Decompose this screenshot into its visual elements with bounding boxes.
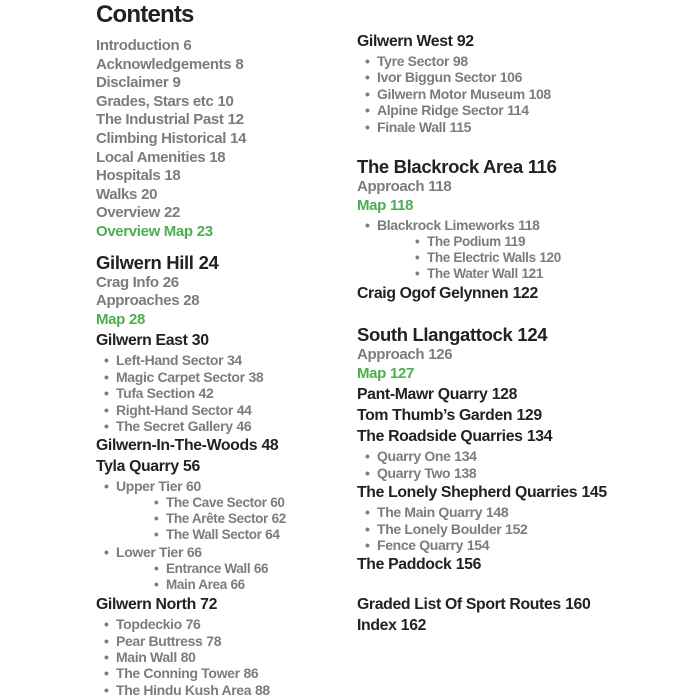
- bullet-icon: •: [154, 560, 159, 576]
- toc-item-label: The Blackrock Area: [357, 156, 523, 178]
- bullet-icon: •: [365, 118, 370, 135]
- bullet-icon: •: [104, 401, 109, 418]
- toc-item-page: 148: [486, 504, 509, 521]
- toc-item-label: Grades, Stars etc: [96, 92, 214, 110]
- toc-item-label: Gilwern Hill: [96, 251, 194, 273]
- toc-item-label: Pant-Mawr Quarry: [357, 386, 488, 404]
- toc-item-page: 116: [527, 156, 557, 178]
- toc-item-page: 23: [196, 222, 213, 240]
- toc-bullet-item: [96, 649, 286, 665]
- toc-item-label: Approaches: [96, 292, 180, 310]
- toc-item-label: The Paddock: [357, 556, 452, 574]
- toc-item-page: 119: [504, 233, 526, 249]
- toc-item-label: Graded List Of Sport Routes: [357, 596, 561, 614]
- toc-item-label: Tyre Sector: [377, 53, 450, 69]
- toc-subbullet-item: [96, 577, 286, 593]
- toc-item-label: The Electric Walls: [427, 249, 536, 265]
- toc-column-right: [357, 30, 607, 635]
- toc-item-label: Main Wall: [116, 648, 177, 665]
- toc-item-page: 24: [198, 251, 219, 273]
- toc-item-page: 56: [183, 458, 200, 476]
- bullet-icon: •: [365, 537, 370, 554]
- toc-entry: [96, 274, 286, 293]
- toc-item-label: The Roadside Quarries: [357, 428, 523, 446]
- toc-item-label: The Water Wall: [427, 266, 518, 282]
- bullet-icon: •: [104, 544, 109, 561]
- toc-item-page: 124: [517, 324, 548, 346]
- toc-item-label: Walks: [96, 185, 138, 203]
- toc-item-page: 145: [581, 484, 607, 502]
- toc-bullet-item: [357, 537, 607, 553]
- bullet-icon: •: [104, 368, 109, 385]
- toc-item-page: 127: [390, 364, 414, 382]
- toc-item-page: 118: [390, 196, 414, 214]
- toc-heading-1: [357, 156, 607, 178]
- toc-heading-2: [357, 427, 607, 446]
- toc-item-page: 120: [539, 249, 561, 265]
- toc-entry: [96, 93, 286, 112]
- toc-item-label: Ivor Biggun Sector: [377, 69, 496, 86]
- toc-item-label: Overview: [96, 204, 160, 222]
- toc-item-label: Map: [96, 310, 125, 328]
- toc-item-page: 114: [507, 102, 529, 119]
- toc-bullet-item: [357, 102, 607, 118]
- toc-item-label: Quarry One: [377, 448, 451, 465]
- toc-item-page: 122: [512, 285, 538, 303]
- toc-item-label: Gilwern-In-The-Woods: [96, 437, 258, 455]
- toc-item-page: 154: [466, 537, 490, 554]
- toc-item-label: The Industrial Past: [96, 111, 224, 129]
- toc-entry: [96, 130, 286, 149]
- toc-item-page: 138: [454, 464, 477, 481]
- toc-heading-1: [357, 324, 607, 346]
- toc-bullet-item: [96, 682, 286, 698]
- toc-item-page: 28: [129, 310, 145, 328]
- toc-entry: [96, 186, 286, 205]
- toc-subbullet-item: [96, 527, 286, 543]
- bullet-icon: •: [154, 494, 159, 510]
- toc-item-page: 44: [236, 401, 252, 418]
- bullet-icon: •: [104, 681, 109, 698]
- bullet-icon: •: [365, 102, 370, 119]
- toc-item-page: 98: [452, 53, 468, 69]
- toc-entry: [96, 56, 286, 75]
- toc-item-label: Main Area: [166, 576, 227, 592]
- toc-item-page: 64: [265, 527, 280, 543]
- toc-item-page: 66: [186, 544, 202, 561]
- toc-item-label: Magic Carpet Sector: [116, 368, 245, 385]
- bullet-icon: •: [104, 478, 109, 495]
- toc-item-page: 160: [565, 596, 591, 614]
- toc-item-label: Quarry Two: [377, 464, 451, 481]
- toc-item-page: 152: [505, 520, 528, 537]
- toc-subbullet-item: [96, 511, 286, 527]
- toc-entry: [96, 111, 286, 130]
- toc-entry: [96, 74, 286, 93]
- toc-section: [96, 252, 286, 699]
- toc-item-label: South Llangattock: [357, 324, 513, 346]
- toc-item-page: 42: [198, 385, 214, 402]
- toc-item-label: Approach: [357, 346, 425, 364]
- toc-item-page: 48: [261, 437, 279, 455]
- toc-item-page: 6: [183, 37, 192, 54]
- toc-bullet-item: [96, 369, 286, 385]
- toc-bullet-item: [96, 385, 286, 401]
- toc-item-label: The Secret Gallery: [116, 417, 233, 434]
- toc-item-page: 30: [191, 332, 209, 350]
- toc-item-page: 156: [455, 556, 482, 574]
- toc-item-page: 162: [400, 617, 427, 635]
- toc-item-label: Climbing Historical: [96, 129, 227, 147]
- toc-bullet-item: [96, 478, 286, 494]
- bullet-icon: •: [365, 53, 370, 69]
- toc-item-label: Index: [357, 617, 397, 635]
- bullet-icon: •: [365, 69, 370, 86]
- toc-item-label: Left-Hand Sector: [116, 352, 224, 369]
- toc-item-label: Contents: [96, 1, 194, 28]
- toc-item-label: Overview Map: [96, 222, 193, 240]
- toc-entry: [96, 204, 286, 223]
- bullet-icon: •: [154, 527, 159, 543]
- toc-item-page: 46: [236, 417, 252, 434]
- toc-bullet-item: [96, 544, 286, 560]
- toc-heading-2: [357, 385, 607, 404]
- toc-heading-2: [96, 331, 286, 350]
- toc-item-page: 121: [521, 266, 543, 282]
- toc-item-page: 108: [528, 85, 551, 102]
- toc-entry: [357, 346, 607, 365]
- toc-item-label: Map: [357, 196, 386, 214]
- toc-section: [357, 324, 607, 574]
- toc-item-page: 18: [209, 148, 226, 166]
- toc-item-label: Finale Wall: [377, 118, 446, 135]
- toc-item-page: 34: [226, 352, 242, 369]
- toc-item-label: Approach: [357, 178, 425, 196]
- toc-bullet-item: [357, 86, 607, 102]
- toc-item-page: 134: [454, 448, 477, 465]
- toc-item-page: 20: [141, 185, 158, 203]
- toc-item-label: The Hindu Kush Area: [116, 681, 252, 698]
- toc-heading-2: [96, 457, 286, 476]
- toc-bullet-item: [357, 69, 607, 85]
- toc-heading-2: [96, 595, 286, 614]
- bullet-icon: •: [104, 648, 109, 665]
- toc-item-label: The Lonely Boulder: [377, 520, 502, 537]
- toc-heading-2: [96, 436, 286, 455]
- toc-item-label: Right-Hand Sector: [116, 401, 233, 418]
- bullet-icon: •: [104, 616, 109, 633]
- toc-item-page: 106: [499, 69, 523, 86]
- bullet-icon: •: [415, 266, 420, 282]
- toc-map-entry: [96, 311, 286, 330]
- toc-item-page: 8: [235, 55, 244, 73]
- toc-item-page: 18: [164, 167, 181, 185]
- toc-item-label: The Arête Sector: [166, 510, 268, 526]
- toc-item-page: 88: [254, 681, 270, 698]
- bullet-icon: •: [365, 504, 370, 521]
- toc-bullet-item: [96, 402, 286, 418]
- toc-bullet-item: [357, 465, 607, 481]
- toc-item-page: 38: [248, 368, 264, 385]
- bullet-icon: •: [415, 249, 420, 265]
- toc-item-page: 60: [186, 478, 201, 495]
- toc-item-page: 128: [491, 386, 518, 404]
- toc-item-page: 80: [180, 648, 196, 665]
- bullet-icon: •: [154, 510, 159, 526]
- toc-item-label: Pear Buttress: [116, 632, 203, 649]
- toc-item-page: 129: [516, 407, 542, 425]
- toc-heading-2: [357, 616, 607, 635]
- toc-item-page: 12: [227, 111, 244, 129]
- toc-entry: [96, 167, 286, 186]
- bullet-icon: •: [415, 233, 420, 249]
- toc-item-label: The Podium: [427, 233, 501, 249]
- toc-bullet-item: [96, 352, 286, 368]
- toc-item-label: Disclaimer: [96, 74, 169, 92]
- toc-bullet-item: [96, 616, 286, 632]
- toc-map-entry: [357, 365, 607, 384]
- toc-item-label: The Lonely Shepherd Quarries: [357, 484, 578, 502]
- toc-heading-2: [357, 555, 607, 574]
- toc-item-label: Introduction: [96, 37, 180, 54]
- toc-entry: [96, 37, 286, 56]
- bullet-icon: •: [365, 520, 370, 537]
- toc-item-label: Tyla Quarry: [96, 458, 179, 476]
- toc-item-page: 72: [200, 596, 218, 614]
- toc-item-label: Gilwern East: [96, 332, 188, 350]
- toc-item-page: 28: [183, 292, 200, 310]
- bullet-icon: •: [365, 448, 370, 465]
- toc-item-label: Upper Tier: [116, 478, 183, 495]
- toc-item-label: Crag Info: [96, 273, 159, 291]
- toc-subbullet-item: [357, 266, 607, 282]
- toc-item-label: Gilwern North: [96, 596, 196, 614]
- toc-item-page: 134: [526, 428, 553, 446]
- toc-item-page: 86: [243, 665, 259, 682]
- toc-item-page: 126: [428, 346, 453, 364]
- bullet-icon: •: [104, 632, 109, 649]
- toc-item-label: Entrance Wall: [166, 560, 251, 576]
- toc-item-page: 26: [162, 273, 179, 291]
- toc-bullet-item: [357, 217, 607, 233]
- toc-item-page: 62: [271, 510, 286, 526]
- toc-item-label: Gilwern West: [357, 33, 453, 50]
- toc-item-page: 60: [270, 494, 285, 510]
- bullet-icon: •: [365, 85, 370, 102]
- toc-subbullet-item: [96, 561, 286, 577]
- toc-item-page: 14: [230, 129, 247, 147]
- toc-section: [357, 595, 607, 635]
- toc-item-label: Gilwern Motor Museum: [377, 85, 525, 102]
- toc-heading-2: [357, 32, 607, 51]
- toc-item-label: Local Amenities: [96, 148, 206, 166]
- toc-item-label: The Conning Tower: [116, 665, 240, 682]
- toc-bullet-item: [357, 521, 607, 537]
- toc-subbullet-item: [357, 250, 607, 266]
- toc-entry: [357, 178, 607, 197]
- toc-item-page: 118: [518, 217, 540, 234]
- toc-subbullet-item: [96, 495, 286, 511]
- toc-item-label: The Cave Sector: [166, 494, 267, 510]
- toc-item-label: Lower Tier: [116, 544, 184, 561]
- toc-subbullet-item: [357, 234, 607, 250]
- bullet-icon: •: [104, 665, 109, 682]
- toc-item-page: 76: [185, 616, 201, 633]
- bullet-icon: •: [104, 352, 109, 369]
- toc-item-label: Craig Ogof Gelynnen: [357, 285, 509, 303]
- bullet-icon: •: [154, 576, 159, 592]
- toc-item-page: 115: [449, 118, 472, 135]
- bullet-icon: •: [104, 417, 109, 434]
- toc-heading-2: [357, 483, 607, 502]
- toc-item-page: 92: [456, 33, 474, 50]
- toc-bullet-item: [357, 53, 607, 69]
- toc-item-page: 9: [172, 74, 181, 92]
- toc-bullet-item: [357, 119, 607, 135]
- toc-bullet-item: [96, 633, 286, 649]
- toc-bullet-item: [357, 448, 607, 464]
- toc-entry: [96, 149, 286, 168]
- toc-heading-1: [96, 252, 286, 274]
- toc-heading-2: [357, 284, 607, 303]
- toc-map-entry: [357, 197, 607, 216]
- toc-item-label: Topdeckio: [116, 616, 182, 633]
- toc-bullet-item: [96, 665, 286, 681]
- toc-bullet-item: [96, 418, 286, 434]
- toc-section: [357, 32, 607, 135]
- toc-item-page: 66: [253, 560, 269, 576]
- bullet-icon: •: [365, 217, 370, 234]
- toc-item-label: Hospitals: [96, 167, 161, 185]
- page-title: [96, 2, 286, 28]
- toc-item-page: 78: [206, 632, 222, 649]
- toc-column-left: [96, 2, 286, 698]
- bullet-icon: •: [104, 385, 109, 402]
- toc-item-page: 22: [163, 204, 180, 222]
- toc-section: [96, 2, 286, 242]
- toc-map-entry: [96, 223, 286, 242]
- bullet-icon: •: [365, 464, 370, 481]
- toc-item-page: 10: [217, 92, 234, 110]
- toc-bullet-item: [357, 504, 607, 520]
- toc-item-label: Acknowledgements: [96, 55, 232, 73]
- toc-heading-2: [357, 595, 607, 614]
- toc-item-label: The Wall Sector: [166, 527, 262, 543]
- toc-item-label: The Main Quarry: [377, 504, 483, 521]
- toc-item-page: 118: [428, 178, 452, 196]
- toc-item-label: Blackrock Limeworks: [377, 217, 515, 234]
- toc-item-page: 66: [230, 576, 245, 592]
- toc-item-label: Tom Thumb’s Garden: [357, 407, 513, 425]
- toc-entry: [96, 292, 286, 311]
- toc-section: [357, 156, 607, 303]
- toc-heading-2: [357, 406, 607, 425]
- toc-item-label: Fence Quarry: [377, 537, 464, 554]
- toc-item-label: Alpine Ridge Sector: [377, 102, 504, 119]
- toc-item-label: Tufa Section: [116, 385, 195, 402]
- toc-item-label: Map: [357, 364, 386, 382]
